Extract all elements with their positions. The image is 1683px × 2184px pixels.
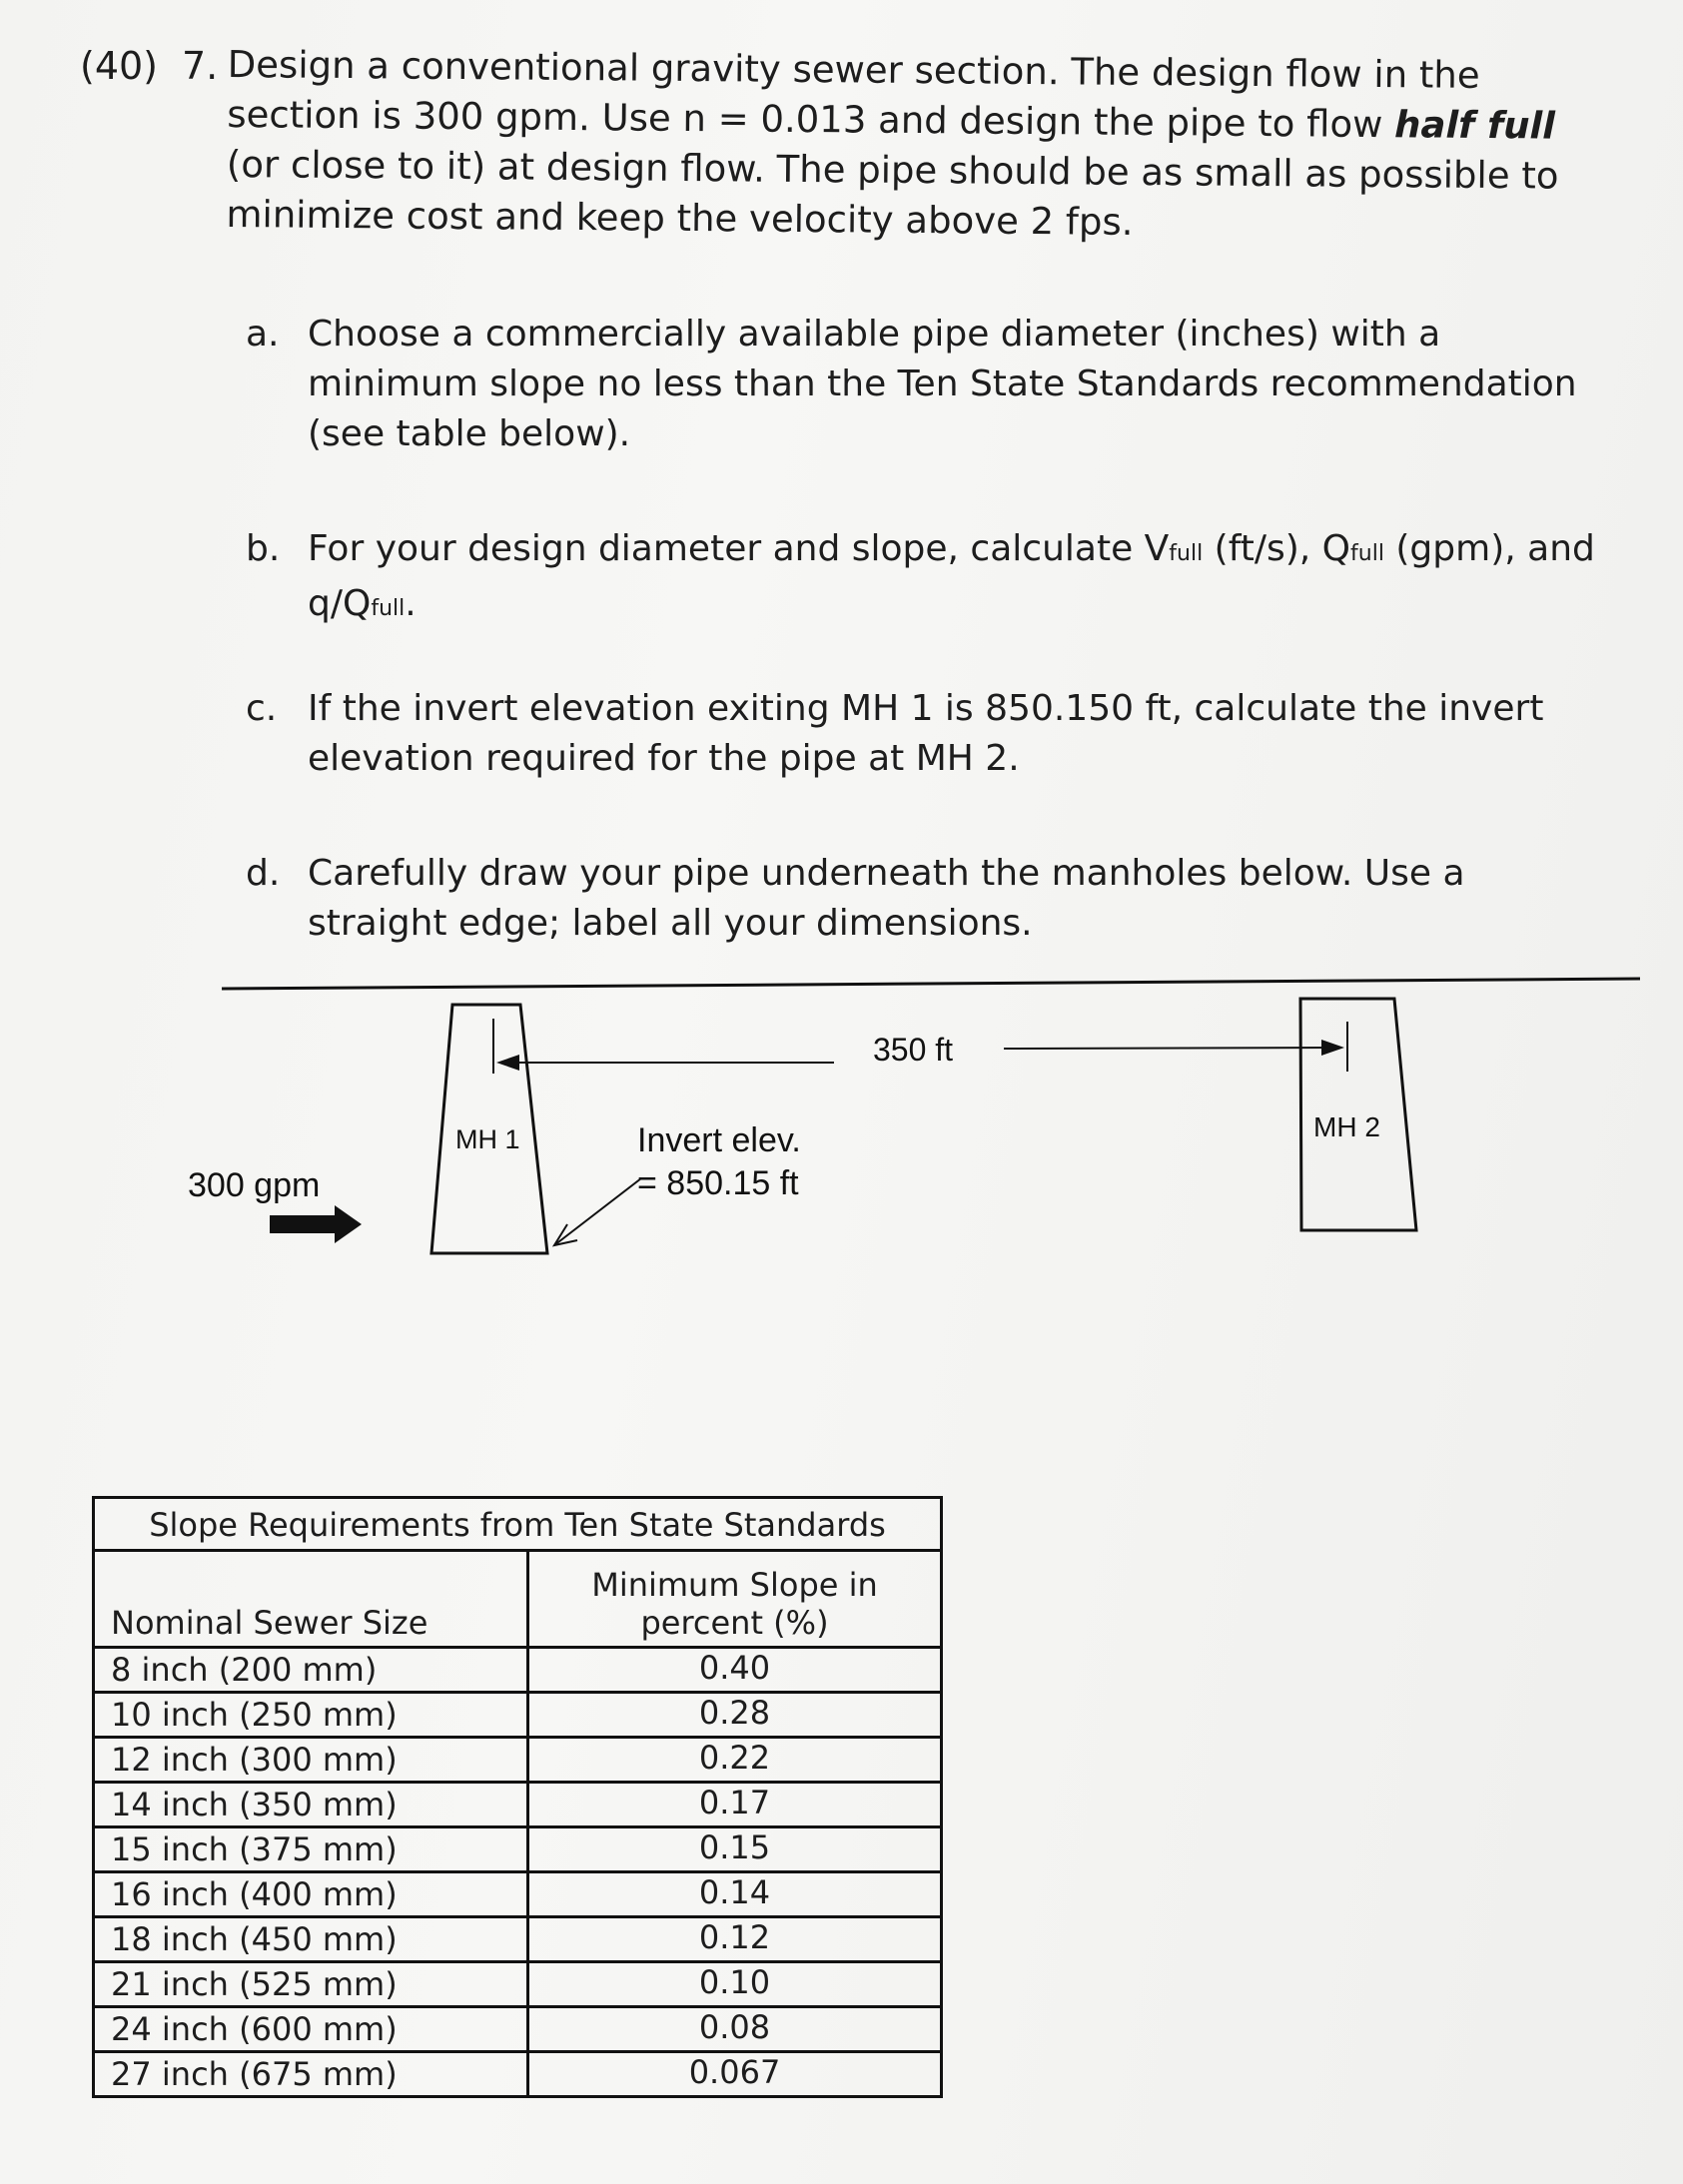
- cell-size: 12 inch (300 mm): [94, 1738, 528, 1783]
- cell-slope: 0.10: [528, 1962, 942, 2007]
- cell-size: 18 inch (450 mm): [94, 1917, 528, 1962]
- ground-line: [222, 979, 1640, 989]
- statement-text-1: Design a conventional gravity sewer section. The design flow in the section is 300 gpm. Use n = 0.013 and design the pipe to flow: [227, 42, 1480, 147]
- table-row: [94, 1917, 942, 1962]
- part-letter: c.: [246, 688, 278, 729]
- table-row: [94, 1872, 942, 1917]
- table-body: [94, 1648, 942, 2097]
- table-header-row: [94, 1551, 942, 1648]
- part-letter: d.: [246, 853, 281, 894]
- cell-size: 8 inch (200 mm): [94, 1648, 528, 1693]
- invert-leader-line: [554, 1178, 641, 1245]
- cell-slope: 0.12: [528, 1917, 942, 1962]
- invert-label-line1: Invert elev.: [637, 1121, 801, 1159]
- table-row: [94, 1783, 942, 1827]
- cell-slope: 0.28: [528, 1693, 942, 1738]
- mh2-label: MH 2: [1313, 1111, 1380, 1142]
- problem-statement: [226, 40, 1606, 252]
- part-text: Choose a commercially available pipe diameter (inches) with a minimum slope no less than the Ten State Standards recommendation (see table below).: [308, 314, 1577, 454]
- part-letter: b.: [246, 528, 281, 569]
- flow-arrow: [270, 1205, 362, 1243]
- cell-size: 16 inch (400 mm): [94, 1872, 528, 1917]
- cell-size: 24 inch (600 mm): [94, 2007, 528, 2052]
- cell-slope: 0.15: [528, 1827, 942, 1872]
- table-caption-row: [94, 1498, 942, 1551]
- statement-emphasis: half full: [1393, 103, 1556, 148]
- table-row: [94, 2052, 942, 2097]
- table-row: [94, 2007, 942, 2052]
- cell-size: 14 inch (350 mm): [94, 1783, 528, 1827]
- cell-size: 21 inch (525 mm): [94, 1962, 528, 2007]
- table-row: [94, 1827, 942, 1872]
- col-header-size: Nominal Sewer Size: [94, 1551, 528, 1648]
- flow-label: 300 gpm: [188, 1166, 321, 1204]
- part-text: For your design diameter and slope, calculate Vfull (ft/s), Qfull (gpm), and q/Qfull.: [308, 528, 1595, 624]
- manhole-diagram: [0, 939, 1683, 1298]
- dimension-line-right: [1004, 1048, 1338, 1049]
- statement-text-2: (or close to it) at design flow. The pipe should be as small as possible to minimize cost and keep the velocity above 2 fps.: [226, 142, 1559, 244]
- table-row: [94, 1693, 942, 1738]
- dimension-arrowhead-left: [496, 1055, 519, 1071]
- problem-number: 7.: [182, 44, 219, 88]
- table-caption: Slope Requirements from Ten State Standards: [94, 1498, 942, 1551]
- table-row: [94, 1962, 942, 2007]
- problem-points: (40): [80, 44, 159, 88]
- slope-table: [92, 1496, 943, 2098]
- cell-slope: 0.17: [528, 1783, 942, 1827]
- table-row: [94, 1648, 942, 1693]
- invert-label-line2: = 850.15 ft: [637, 1164, 799, 1202]
- part-text: Carefully draw your pipe underneath the manholes below. Use a straight edge; label all your dimensions.: [308, 853, 1465, 944]
- part-text: If the invert elevation exiting MH 1 is 850.150 ft, calculate the invert elevation required for the pipe at MH 2.: [308, 688, 1544, 779]
- cell-slope: 0.067: [528, 2052, 942, 2097]
- cell-slope: 0.14: [528, 1872, 942, 1917]
- mh1-label: MH 1: [455, 1124, 520, 1154]
- col-header-slope: Minimum Slope in percent (%): [528, 1551, 942, 1648]
- cell-slope: 0.08: [528, 2007, 942, 2052]
- cell-slope: 0.22: [528, 1738, 942, 1783]
- cell-size: 10 inch (250 mm): [94, 1693, 528, 1738]
- cell-slope: 0.40: [528, 1648, 942, 1693]
- cell-size: 15 inch (375 mm): [94, 1827, 528, 1872]
- distance-label: 350 ft: [873, 1032, 954, 1068]
- dimension-arrowhead-right: [1321, 1040, 1344, 1056]
- part-letter: a.: [246, 314, 280, 355]
- cell-size: 27 inch (675 mm): [94, 2052, 528, 2097]
- table-row: [94, 1738, 942, 1783]
